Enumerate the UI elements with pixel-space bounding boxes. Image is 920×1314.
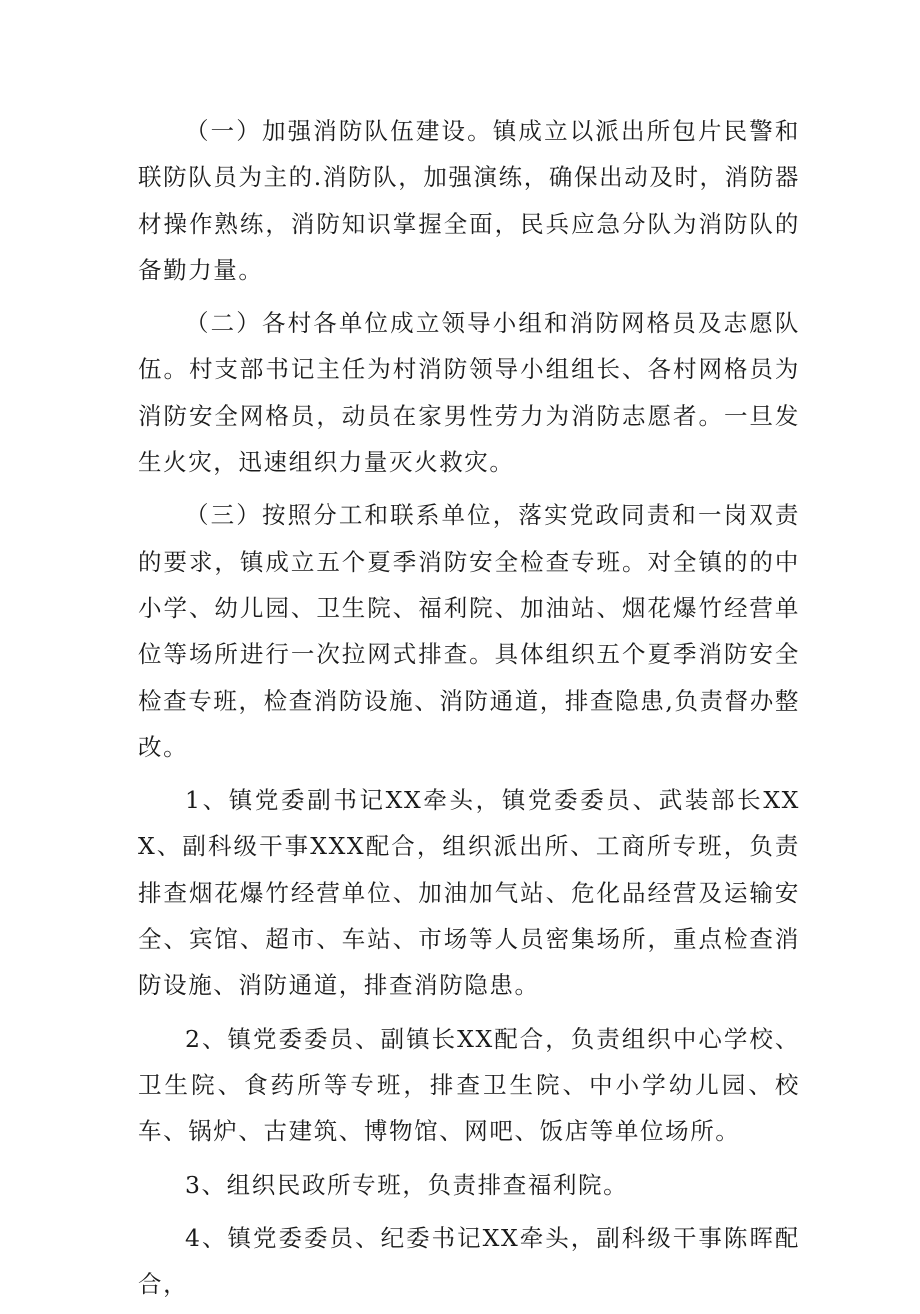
paragraph-village-groups: （二）各村各单位成立领导小组和消防网格员及志愿队伍。村支部书记主任为村消防领导小组组长、各村网格员为消防安全网格员，动员在家男性劳力为消防志愿者。一旦发生火灾，迅速组织力量灭火救灾。: [138, 309, 800, 477]
paragraph-item-4: 4、镇党委委员、纪委书记XX牵头，副科级干事陈晖配合，: [138, 1223, 800, 1299]
document-body: [138, 108, 800, 1314]
paragraph-inspection-teams: （三）按照分工和联系单位，落实党政同责和一岗双责的要求，镇成立五个夏季消防安全检查专班。对全镇的的中小学、幼儿园、卫生院、福利院、加油站、烟花爆竹经营单位等场所进行一次拉网式排查。具体组织五个夏季消防安全检查专班，检查消防设施、消防通道，排查隐患,负责督办整改。: [138, 501, 800, 761]
paragraph-item-1: 1、镇党委副书记XX牵头，镇党委委员、武装部长XXX、副科级干事XXX配合，组织派出所、工商所专班，负责排查烟花爆竹经营单位、加油加气站、危化品经营及运输安全、宾馆、超市、车站、市场等人员密集场所，重点检查消防设施、消防通道，排查消防隐患。: [138, 786, 800, 1000]
paragraph-fire-team: （一）加强消防队伍建设。镇成立以派出所包片民警和联防队员为主的.消防队，加强演练，确保出动及时，消防器材操作熟练，消防知识掌握全面，民兵应急分队为消防队的备勤力量。: [138, 117, 800, 284]
paragraph-item-3: 3、组织民政所专班，负责排查福利院。: [185, 1170, 629, 1199]
paragraph-item-2: 2、镇党委委员、副镇长XX配合，负责组织中心学校、卫生院、食药所等专班，排查卫生院、中小学幼儿园、校车、锅炉、古建筑、博物馆、网吧、饭店等单位场所。: [138, 1024, 800, 1146]
